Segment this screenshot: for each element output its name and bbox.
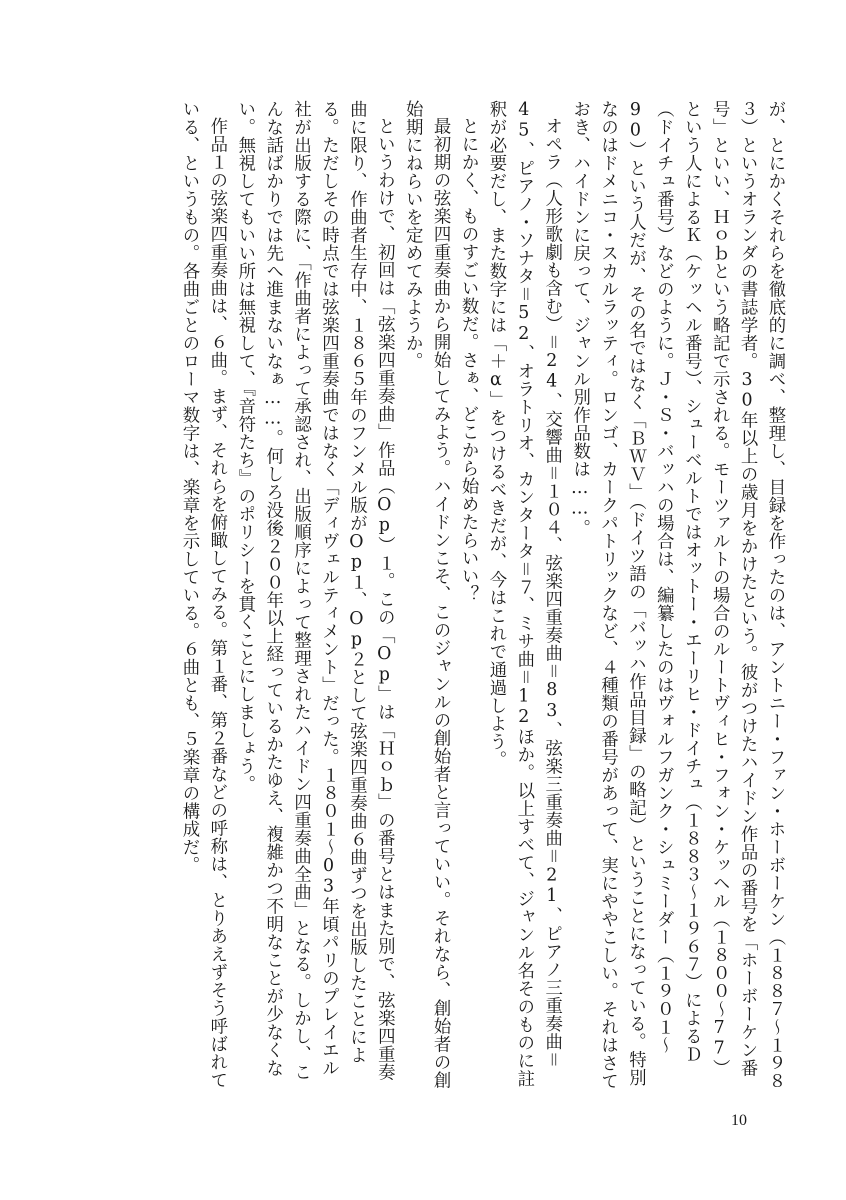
vertical-text-body: [98, 100, 788, 1090]
page-number: 10: [731, 1112, 747, 1129]
paragraph: 作品１の弦楽四重奏曲は、６曲。まず、それらを俯瞰してみる。第１番、第２番などの呼称は、とりあえずそう呼ばれている、というもの。各曲ごとのローマ数字は、楽章を示している。６曲とも、５楽章の構成だ。: [178, 100, 227, 1090]
paragraph: というわけで、初回は「弦楽四重奏曲」作品（Op）１。この「Op」は「Ｈｏｂ」の番号とはまた別で、弦楽四重奏曲に限り、作曲者生存中、１８６５年のフンメル版がOp１、Op２として弦楽四重奏曲６曲ずつを出版したことによる。ただしその時点では弦楽四重奏曲ではなく「ディヴェルティメント」だった。１８０１〜03年頃パリのプレイエル社が出版する際に、「作曲者によって承認され、出版順序によって整理されたハイドン四重奏曲全曲」となる。しかし、こんな話ばかりでは先へ進まないなぁ……。何しろ没後２００年以上経っているかたゆえ、複雑かつ不明なことが少なくない。無視してもいい所は無視して、『音符たち』のポリシーを貫くことにしましょう。: [234, 100, 395, 1082]
paragraph: オペラ（人形歌劇も含む）＝24、交響曲＝１０４、弦楽四重奏曲＝83、弦楽三重奏曲＝21、ピアノ三重奏曲＝45、ピアノ・ソナタ＝52、オラトリオ、カンタータ＝７、ミサ曲＝12ほか。以上すべて、ジャンル名そのものに註釈が必要だし、また数字には「＋α」をつけるべきだが、今はこれで通過しよう。: [485, 100, 562, 1088]
paragraph: 最初期の弦楽四重奏曲から開始してみよう。ハイドンこそ、このジャンルの創始者と言っていい。それなら、創始者の創始期にねらいを定めてみようか。: [402, 100, 451, 1090]
paragraph: が、とにかくそれらを徹底的に調べ、整理し、目録を作ったのは、アントニー・ファン・ホーボーケン（１８８７〜１９８３）というオランダの書誌学者。30年以上の歳月をかけたという。彼がつけたハイドン作品の番号を「ホーボーケン番号」といい、Ｈｏｂという略記で示される。モーツァルトの場合のルートヴィヒ・フォン・ケッヘル（１８００〜77）という人によるＫ（ケッヘル番号）、シューベルトではオットー・エーリヒ・ドイチュ（１８８３〜１９６７）によるＤ（ドイチュ番号）などのように。Ｊ・Ｓ・バッハの場合は、編纂したのはヴォルフガンク・シュミーダー（１９０１〜90）という人だが、その名ではなく「ＢＷＶ」（ドイツ語の「バッハ作品目録」の略記）ということになっている。特別なのはドメニコ・スカルラッティ。ロンゴ、カークパトリックなど、４種類の番号があって、実にややこしい。それはさておき、ハイドンに戻って、ジャンル別作品数は……。: [569, 100, 785, 1090]
paragraph: とにかく、ものすごい数だ。さぁ、どこから始めたらいい？: [458, 117, 479, 604]
